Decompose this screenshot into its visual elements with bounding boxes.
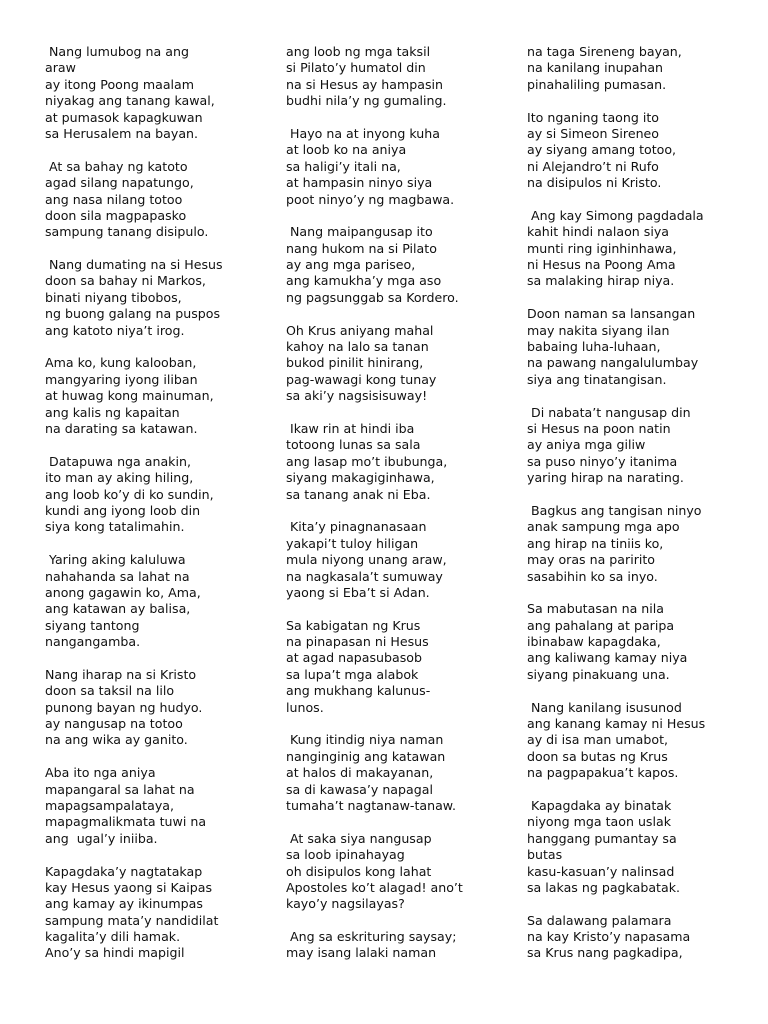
stanza <box>45 552 280 650</box>
poem-line: munti ring iginhinhawa, <box>527 240 677 256</box>
poem-line: anong gagawin ko, Ama, <box>45 584 201 600</box>
poem-line: tumaha’t nagtanaw-tanaw. <box>286 797 456 813</box>
poem-line: totoong lunas sa sala <box>286 437 421 453</box>
poem-line: sampung mata’y nandidilat <box>45 912 219 928</box>
poem-line: Doon naman sa lansangan <box>527 306 696 322</box>
stanza <box>286 224 521 306</box>
poem-line: sampung tanang disipulo. <box>45 224 209 240</box>
poem-line: mapangaral sa lahat na <box>45 781 195 797</box>
poem-line: Nang maipangusap ito <box>286 224 433 240</box>
poem-line: bukod pinilit hinirang, <box>286 355 424 371</box>
stanza <box>45 765 280 847</box>
poem-column-1 <box>45 44 280 978</box>
poem-line: punong bayan ng hudyo. <box>45 699 203 715</box>
poem-line: na pagpapakua’t kapos. <box>527 765 679 781</box>
poem-line: Ama ko, kung kalooban, <box>45 355 197 371</box>
poem-line: at pumasok kapagkuwan <box>45 109 203 125</box>
poem-line: binati niyang tibobos, <box>45 289 182 305</box>
poem-line: kundi ang iyong loob din <box>45 502 201 518</box>
poem-line: may nakita siyang ilan <box>527 322 670 338</box>
stanza <box>527 503 762 585</box>
poem-line: Bagkus ang tangisan ninyo <box>527 502 702 518</box>
poem-line: ang loob ng mga taksil <box>286 44 431 59</box>
poem-line: mangyaring iyong iliban <box>45 371 198 387</box>
poem-line: ang mukhang kalunus- <box>286 683 431 699</box>
poem-line: Nang dumating na si Hesus <box>45 257 223 273</box>
poem-line: ang katoto niya’t irog. <box>45 322 185 338</box>
poem-line: at loob ko na aniya <box>286 142 407 158</box>
poem-column-3 <box>527 44 762 978</box>
poem-line: ang kalis ng kapaitan <box>45 404 180 420</box>
poem-line: ni Alejandro’t ni Rufo <box>527 158 659 174</box>
poem-line: Yaring aking kaluluwa <box>45 552 186 568</box>
poem-line: ang ugal’y iniiba. <box>45 830 158 846</box>
poem-line: ay aniya mga giliw <box>527 437 646 453</box>
poem-line: ang lasap mo’t ibubunga, <box>286 453 448 469</box>
poem-line: hanggang pumantay sa <box>527 830 677 846</box>
poem-line: ni Hesus na Poong Ama <box>527 257 676 273</box>
stanza <box>286 44 521 110</box>
poem-line: na taga Sireneng bayan, <box>527 44 682 59</box>
poem-line: ng pagsunggab sa Kordero. <box>286 289 459 305</box>
poem-line: mapagsampalataya, <box>45 797 174 813</box>
poem-line: doon sa butas ng Krus <box>527 748 668 764</box>
poem-line: ang kamukha’y mga aso <box>286 273 442 289</box>
poem-line: Ang kay Simong pagdadala <box>527 207 704 223</box>
poem-line: At sa bahay ng katoto <box>45 158 188 174</box>
poem-line: ng buong galang na puspos <box>45 306 221 322</box>
poem-line: yaong si Eba’t si Adan. <box>286 584 430 600</box>
poem-line: pinahaliling pumasan. <box>527 76 667 92</box>
poem-line: si Hesus na poon natin <box>527 420 671 436</box>
poem-line: Kapagdaka’y nagtatakap <box>45 863 203 879</box>
poem-line: siyang tantong <box>45 617 140 633</box>
poem-line: ay ang mga pariseo, <box>286 257 416 273</box>
poem-line: Sa mabutasan na nila <box>527 601 664 617</box>
stanza <box>527 44 762 93</box>
stanza <box>45 159 280 241</box>
poem-line: Ito nganing taong ito <box>527 109 659 125</box>
stanza <box>527 208 762 290</box>
poem-line: anak sampung mga apo <box>527 519 680 535</box>
poem-line: doon sa bahay ni Markos, <box>45 273 206 289</box>
stanza <box>527 601 762 683</box>
stanza <box>45 257 280 339</box>
poem-line: na disipulos ni Kristo. <box>527 175 662 191</box>
poem-line: Sa kabigatan ng Krus <box>286 617 421 633</box>
poem-line: mula niyong unang araw, <box>286 552 447 568</box>
poem-line: sa Herusalem na bayan. <box>45 125 199 141</box>
poem-line: nanginginig ang katawan <box>286 748 446 764</box>
poem-line: niyong mga taon uslak <box>527 814 671 830</box>
poem-line: siyang pinakuang una. <box>527 666 670 682</box>
poem-line: ang katawan ay balisa, <box>45 601 191 617</box>
stanza <box>527 700 762 782</box>
poem-line: siyang makagiginhawa, <box>286 470 435 486</box>
poem-line: siya ang tinatangisan. <box>527 371 667 387</box>
poem-line: ay di isa man umabot, <box>527 732 669 748</box>
poem-line: Kapagdaka ay binatak <box>527 797 672 813</box>
stanza <box>527 306 762 388</box>
poem-line: mapagmalikmata tuwi na <box>45 814 207 830</box>
poem-line: Apostoles ko’t alagad! ano’t <box>286 879 463 895</box>
poem-line: na nagkasala’t sumuway <box>286 568 443 584</box>
poem-line: ay nangusap na totoo <box>45 716 183 732</box>
poem-line: yakapi’t tuloy hiligan <box>286 535 419 551</box>
stanza <box>527 913 762 962</box>
poem-line: sa di kawasa’y napagal <box>286 781 433 797</box>
poem-line: Oh Krus aniyang mahal <box>286 322 434 338</box>
stanza <box>45 44 280 142</box>
poem-line: kayo’y nagsilayas? <box>286 896 405 912</box>
poem-line: at hampasin ninyo siya <box>286 175 433 191</box>
poem-line: at huwag kong mainuman, <box>45 388 214 404</box>
poem-line: at halos di makayanan, <box>286 765 434 781</box>
poem-line: ito man ay aking hiling, <box>45 470 194 486</box>
poem-line: ang kanang kamay ni Hesus <box>527 716 706 732</box>
poem-line: araw <box>45 60 76 76</box>
poem-line: na pinapasan ni Hesus <box>286 634 429 650</box>
stanza <box>45 864 280 962</box>
poem-line: sa loob ipinahayag <box>286 847 405 863</box>
poem-column-2 <box>286 44 521 978</box>
stanza <box>286 421 521 503</box>
poem-line: sa tanang anak ni Eba. <box>286 486 431 502</box>
poem-line: butas <box>527 847 563 863</box>
poem-line: may isang lalaki naman <box>286 945 437 961</box>
poem-line: nangangamba. <box>45 634 141 650</box>
poem-line: niyakag ang tanang kawal, <box>45 93 215 109</box>
poem-line: sasabihin ko sa inyo. <box>527 568 658 584</box>
poem-line: Ikaw rin at hindi iba <box>286 420 415 436</box>
poem-line: ang pahalang at paripa <box>527 617 675 633</box>
poem-line: ang nasa nilang totoo <box>45 191 183 207</box>
poem-line: ay itong Poong maalam <box>45 76 195 92</box>
poem-line: babaing luha-luhaan, <box>527 339 661 355</box>
poem-line: doon sa taksil na lilo <box>45 683 175 699</box>
poem-line: ang kaliwang kamay niya <box>527 650 688 666</box>
stanza <box>527 405 762 487</box>
poem-line: na si Hesus ay hampasin <box>286 76 443 92</box>
poem-line: na darating sa katawan. <box>45 420 198 436</box>
poem-line: nahahanda sa lahat na <box>45 568 190 584</box>
poem-line: kasu-kasuan’y nalinsad <box>527 863 675 879</box>
stanza <box>45 454 280 536</box>
poem-line: pag-wawagi kong tunay <box>286 371 437 387</box>
poem-line: na kanilang inupahan <box>527 60 664 76</box>
poem-line: at agad napasubasob <box>286 650 423 666</box>
poem-line: sa aki’y nagsisisuway! <box>286 388 428 404</box>
stanza <box>286 519 521 601</box>
poem-line: na pawang nangalulumbay <box>527 355 699 371</box>
poem-line: kahoy na lalo sa tanan <box>286 339 429 355</box>
poem-line: Ano’y sa hindi mapigil <box>45 945 185 961</box>
poem-line: ay si Simeon Sireneo <box>527 125 660 141</box>
poem-line: kahit hindi nalaon siya <box>527 224 670 240</box>
poem-line: poot ninyo’y ng magbawa. <box>286 191 455 207</box>
poem-line: Nang lumubog na ang <box>45 44 189 59</box>
stanza <box>286 929 521 962</box>
stanza <box>286 618 521 716</box>
poem-line: Ang sa eskrituring saysay; <box>286 929 457 945</box>
stanza <box>45 355 280 437</box>
poem-line: si Pilato’y humatol din <box>286 60 426 76</box>
stanza <box>286 831 521 913</box>
poem-line: sa malaking hirap niya. <box>527 273 675 289</box>
poem-line: ang loob ko’y di ko sundin, <box>45 486 214 502</box>
poem-line: ay siyang amang totoo, <box>527 142 677 158</box>
poem-line: siya kong tatalimahin. <box>45 519 185 535</box>
poem-line: kagalita’y dili hamak. <box>45 929 181 945</box>
poem-line: Nang iharap na si Kristo <box>45 666 197 682</box>
poem-line: yaring hirap na narating. <box>527 470 684 486</box>
poem-line: At saka siya nangusap <box>286 830 432 846</box>
poem-line: lunos. <box>286 699 324 715</box>
stanza <box>527 110 762 192</box>
poem-line: Aba ito nga aniya <box>45 765 156 781</box>
poem-line: Hayo na at inyong kuha <box>286 125 440 141</box>
poem-line: kay Hesus yaong si Kaipas <box>45 879 213 895</box>
poem-line: ibinabaw kapagdaka, <box>527 634 661 650</box>
poem-line: ang hirap na tiniis ko, <box>527 535 664 551</box>
stanza <box>527 798 762 896</box>
poem-line: may oras na paririto <box>527 552 656 568</box>
poem-line: na ang wika ay ganito. <box>45 732 188 748</box>
poem-line: ang kamay ay ikinumpas <box>45 896 203 912</box>
poem-line: Kita’y pinagnanasaan <box>286 519 427 535</box>
poem-line: Kung itindig niya naman <box>286 732 444 748</box>
poem-line: Nang kanilang isusunod <box>527 699 682 715</box>
stanza <box>45 667 280 749</box>
poem-line: sa lupa’t mga alabok <box>286 666 419 682</box>
stanza <box>286 126 521 208</box>
poem-line: sa puso ninyo’y itanima <box>527 453 678 469</box>
poem-line: Datapuwa nga anakin, <box>45 453 191 469</box>
poem-line: Sa dalawang palamara <box>527 912 672 928</box>
stanza <box>286 732 521 814</box>
poem-line: Di nabata’t nangusap din <box>527 404 691 420</box>
poem-line: sa lakas ng pagkabatak. <box>527 879 680 895</box>
poem-line: nang hukom na si Pilato <box>286 240 437 256</box>
poem-line: agad silang napatungo, <box>45 175 194 191</box>
poem-line: sa Krus nang pagkadipa, <box>527 945 683 961</box>
stanza <box>286 323 521 405</box>
poem-line: oh disipulos kong lahat <box>286 863 432 879</box>
poem-line: na kay Kristo’y napasama <box>527 929 691 945</box>
poem-line: budhi nila’y ng gumaling. <box>286 93 447 109</box>
poem-line: doon sila magpapasko <box>45 207 187 223</box>
poem-line: sa haligi’y itali na, <box>286 158 401 174</box>
